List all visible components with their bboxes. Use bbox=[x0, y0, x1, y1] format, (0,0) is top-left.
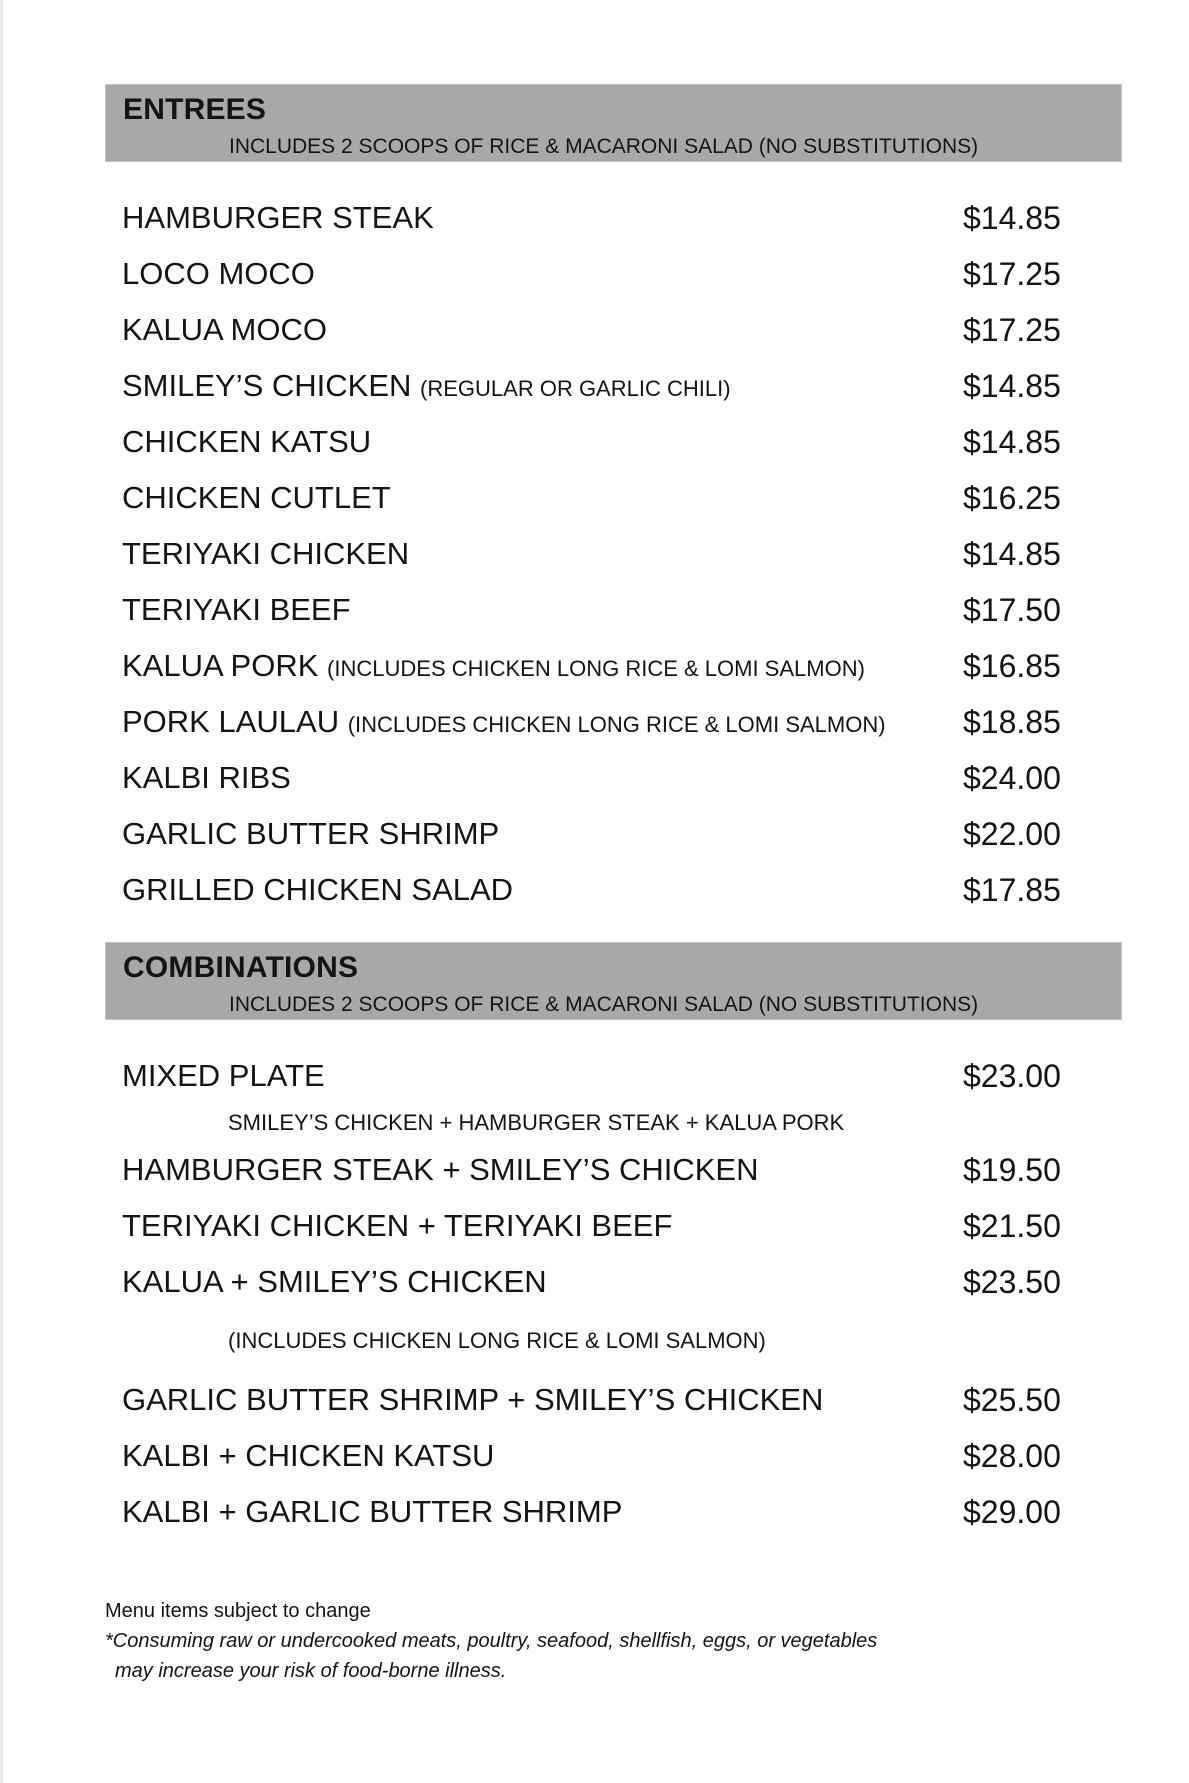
item-price: $24.00 bbox=[963, 760, 1061, 796]
combo-item-kalbi-katsu bbox=[105, 1430, 1122, 1486]
menu-item-loco-moco bbox=[105, 248, 1122, 304]
menu-item-kalua-pork bbox=[105, 640, 1122, 696]
item-name: CHICKEN CUTLET bbox=[122, 480, 391, 515]
menu-item-teriyaki-chicken bbox=[105, 528, 1122, 584]
food-warning-line-2: may increase your risk of food-borne illness. bbox=[115, 1660, 507, 1682]
item-price: $22.00 bbox=[963, 816, 1061, 852]
item-price: $17.50 bbox=[963, 592, 1061, 628]
item-price: $14.85 bbox=[963, 536, 1061, 572]
combo-detail-text: SMILEY’S CHICKEN + HAMBURGER STEAK + KALUA PORK bbox=[228, 1110, 845, 1135]
combo-detail-text: (INCLUDES CHICKEN LONG RICE & LOMI SALMON) bbox=[228, 1328, 766, 1353]
food-warning-line-1: *Consuming raw or undercooked meats, poultry, seafood, shellfish, eggs, or vegetables bbox=[105, 1630, 878, 1652]
item-price: $28.00 bbox=[963, 1438, 1061, 1474]
item-name: KALBI RIBS bbox=[122, 760, 291, 795]
menu-item-pork-laulau bbox=[105, 696, 1122, 752]
combo-detail bbox=[105, 1312, 1122, 1374]
item-note: (REGULAR OR GARLIC CHILI) bbox=[420, 376, 731, 401]
item-name: TERIYAKI CHICKEN + TERIYAKI BEEF bbox=[122, 1208, 673, 1243]
menu-footer bbox=[105, 1596, 877, 1686]
menu-item-garlic-butter-shrimp bbox=[105, 808, 1122, 864]
item-name: CHICKEN KATSU bbox=[122, 424, 372, 459]
item-price: $19.50 bbox=[963, 1152, 1061, 1188]
item-price: $25.50 bbox=[963, 1382, 1061, 1418]
item-price: $18.85 bbox=[963, 704, 1061, 740]
combinations-title: COMBINATIONS bbox=[123, 951, 359, 984]
item-name: GARLIC BUTTER SHRIMP + SMILEY’S CHICKEN bbox=[122, 1382, 824, 1417]
menu-item-chicken-cutlet bbox=[105, 472, 1122, 528]
page-edge bbox=[0, 0, 3, 1783]
item-price: $16.85 bbox=[963, 648, 1061, 684]
item-name-with-note bbox=[122, 704, 886, 740]
combinations-subtitle: INCLUDES 2 SCOOPS OF RICE & MACARONI SALAD (NO SUBSTITUTIONS) bbox=[229, 993, 979, 1016]
footer-note: Menu items subject to change bbox=[105, 1600, 371, 1622]
item-price: $23.00 bbox=[963, 1058, 1061, 1094]
combo-item-hamburger-smileys bbox=[105, 1144, 1122, 1200]
menu-item-kalua-moco bbox=[105, 304, 1122, 360]
item-name-with-note bbox=[122, 648, 865, 684]
item-name-with-note bbox=[122, 368, 731, 404]
item-price: $17.25 bbox=[963, 312, 1061, 348]
item-name: KALUA PORK bbox=[122, 648, 319, 683]
item-name: KALUA + SMILEY’S CHICKEN bbox=[122, 1264, 547, 1299]
menu-item-teriyaki-beef bbox=[105, 584, 1122, 640]
item-name: KALUA MOCO bbox=[122, 312, 327, 347]
menu-page bbox=[105, 84, 1122, 1542]
item-name: HAMBURGER STEAK bbox=[122, 200, 434, 235]
menu-item-chicken-katsu bbox=[105, 416, 1122, 472]
combinations-header bbox=[105, 942, 1122, 1020]
combo-item-mixed-plate bbox=[105, 1050, 1122, 1106]
item-name: GARLIC BUTTER SHRIMP bbox=[122, 816, 500, 851]
menu-item-hamburger-steak bbox=[105, 192, 1122, 248]
item-name: SMILEY’S CHICKEN bbox=[122, 368, 412, 403]
item-name: KALBI + CHICKEN KATSU bbox=[122, 1438, 495, 1473]
item-price: $23.50 bbox=[963, 1264, 1061, 1300]
combo-detail bbox=[105, 1106, 1122, 1144]
entrees-subtitle: INCLUDES 2 SCOOPS OF RICE & MACARONI SALAD (NO SUBSTITUTIONS) bbox=[229, 135, 979, 158]
combo-item-shrimp-smileys bbox=[105, 1374, 1122, 1430]
item-price: $14.85 bbox=[963, 368, 1061, 404]
combinations-list bbox=[105, 1050, 1122, 1542]
menu-item-smileys-chicken bbox=[105, 360, 1122, 416]
section-spacer bbox=[105, 920, 1122, 942]
entrees-header bbox=[105, 84, 1122, 162]
menu-item-kalbi-ribs bbox=[105, 752, 1122, 808]
combo-item-kalbi-shrimp bbox=[105, 1486, 1122, 1542]
combo-item-kalua-smileys bbox=[105, 1256, 1122, 1312]
item-name: GRILLED CHICKEN SALAD bbox=[122, 872, 514, 907]
item-price: $17.25 bbox=[963, 256, 1061, 292]
item-name: TERIYAKI BEEF bbox=[122, 592, 351, 627]
item-name: LOCO MOCO bbox=[122, 256, 315, 291]
item-price: $21.50 bbox=[963, 1208, 1061, 1244]
menu-item-grilled-chicken-salad bbox=[105, 864, 1122, 920]
entrees-title: ENTREES bbox=[123, 93, 267, 126]
item-price: $29.00 bbox=[963, 1494, 1061, 1530]
item-note: (INCLUDES CHICKEN LONG RICE & LOMI SALMON) bbox=[347, 712, 886, 737]
entrees-list bbox=[105, 192, 1122, 920]
item-name: HAMBURGER STEAK + SMILEY’S CHICKEN bbox=[122, 1152, 759, 1187]
item-name: KALBI + GARLIC BUTTER SHRIMP bbox=[122, 1494, 623, 1529]
item-name: TERIYAKI CHICKEN bbox=[122, 536, 410, 571]
item-price: $17.85 bbox=[963, 872, 1061, 908]
item-name: PORK LAULAU bbox=[122, 704, 340, 739]
item-note: (INCLUDES CHICKEN LONG RICE & LOMI SALMON) bbox=[327, 656, 865, 681]
item-price: $14.85 bbox=[963, 200, 1061, 236]
item-price: $14.85 bbox=[963, 424, 1061, 460]
item-price: $16.25 bbox=[963, 480, 1061, 516]
combo-item-teriyaki-combo bbox=[105, 1200, 1122, 1256]
item-name: MIXED PLATE bbox=[122, 1058, 325, 1093]
